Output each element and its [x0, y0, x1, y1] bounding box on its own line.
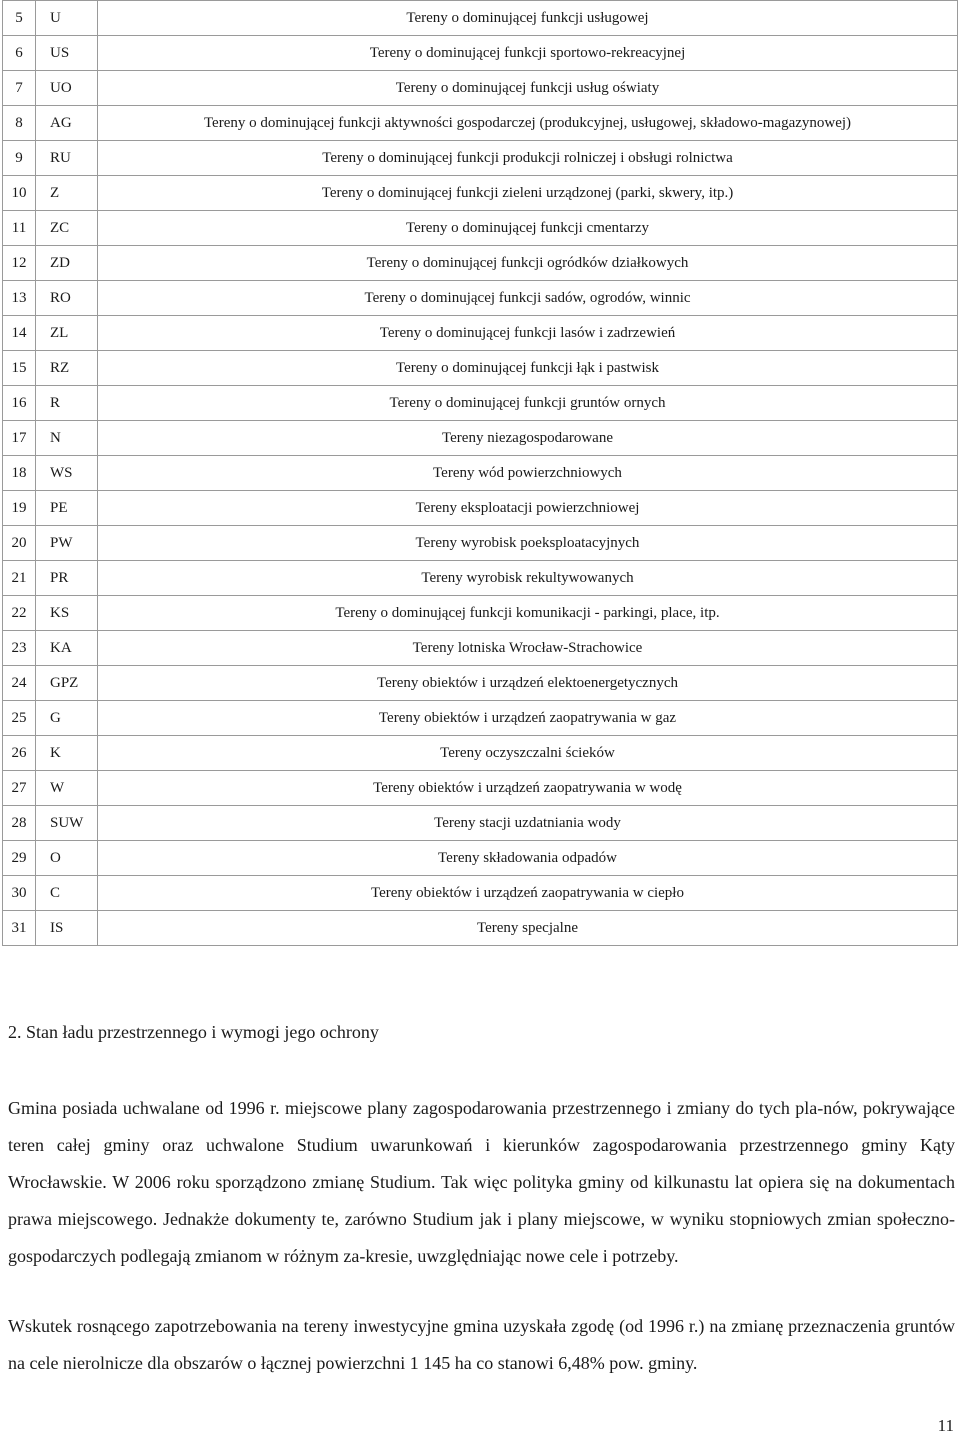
row-code-cell: KA [36, 631, 98, 666]
row-number-cell: 25 [3, 701, 36, 736]
row-code-cell: O [36, 841, 98, 876]
row-number-cell: 11 [3, 211, 36, 246]
row-number-cell: 13 [3, 281, 36, 316]
row-code-cell: K [36, 736, 98, 771]
row-number-cell: 6 [3, 36, 36, 71]
row-code-cell: C [36, 876, 98, 911]
row-number-cell: 27 [3, 771, 36, 806]
row-description-cell: Tereny o dominującej funkcji komunikacji - parkingi, place, itp. [98, 596, 958, 631]
row-number-cell: 10 [3, 176, 36, 211]
row-number-cell: 19 [3, 491, 36, 526]
row-description-cell: Tereny eksploatacji powierzchniowej [98, 491, 958, 526]
table-row [3, 386, 958, 421]
table-row [3, 701, 958, 736]
row-description-cell: Tereny o dominującej funkcji zieleni urządzonej (parki, skwery, itp.) [98, 176, 958, 211]
table-row [3, 176, 958, 211]
table-row [3, 806, 958, 841]
row-code-cell: U [36, 1, 98, 36]
row-description-cell: Tereny o dominującej funkcji produkcji rolniczej i obsługi rolnictwa [98, 141, 958, 176]
row-description-cell: Tereny o dominującej funkcji gruntów ornych [98, 386, 958, 421]
section-heading: 2. Stan ładu przestrzennego i wymogi jego ochrony [8, 1022, 379, 1042]
table-row [3, 1, 958, 36]
row-code-cell: RU [36, 141, 98, 176]
row-description-cell: Tereny obiektów i urządzeń zaopatrywania w ciepło [98, 876, 958, 911]
row-number-cell: 9 [3, 141, 36, 176]
row-code-cell: G [36, 701, 98, 736]
row-description-cell: Tereny o dominującej funkcji ogródków działkowych [98, 246, 958, 281]
row-code-cell: IS [36, 911, 98, 946]
table-row [3, 631, 958, 666]
row-number-cell: 21 [3, 561, 36, 596]
row-code-cell: N [36, 421, 98, 456]
row-code-cell: Z [36, 176, 98, 211]
table-row [3, 351, 958, 386]
table-row [3, 36, 958, 71]
row-code-cell: KS [36, 596, 98, 631]
row-number-cell: 20 [3, 526, 36, 561]
row-number-cell: 28 [3, 806, 36, 841]
table-row [3, 456, 958, 491]
row-code-cell: RZ [36, 351, 98, 386]
table-row [3, 526, 958, 561]
table-row [3, 596, 958, 631]
table-row [3, 841, 958, 876]
row-number-cell: 23 [3, 631, 36, 666]
row-description-cell: Tereny wyrobisk rekultywowanych [98, 561, 958, 596]
row-number-cell: 30 [3, 876, 36, 911]
row-code-cell: ZL [36, 316, 98, 351]
row-description-cell: Tereny lotniska Wrocław-Strachowice [98, 631, 958, 666]
row-description-cell: Tereny o dominującej funkcji łąk i pastwisk [98, 351, 958, 386]
row-number-cell: 16 [3, 386, 36, 421]
table-row [3, 106, 958, 141]
row-code-cell: ZD [36, 246, 98, 281]
row-number-cell: 24 [3, 666, 36, 701]
row-number-cell: 17 [3, 421, 36, 456]
row-description-cell: Tereny o dominującej funkcji sportowo-rekreacyjnej [98, 36, 958, 71]
table-row [3, 421, 958, 456]
land-use-table-body [3, 1, 958, 946]
row-description-cell: Tereny stacji uzdatniania wody [98, 806, 958, 841]
row-code-cell: PE [36, 491, 98, 526]
row-code-cell: W [36, 771, 98, 806]
table-row [3, 911, 958, 946]
row-code-cell: US [36, 36, 98, 71]
row-description-cell: Tereny składowania odpadów [98, 841, 958, 876]
table-row [3, 141, 958, 176]
row-number-cell: 14 [3, 316, 36, 351]
row-description-cell: Tereny o dominującej funkcji aktywności gospodarczej (produkcyjnej, usługowej, składowo-magazynowej) [98, 106, 958, 141]
row-number-cell: 31 [3, 911, 36, 946]
table-row [3, 246, 958, 281]
row-description-cell: Tereny wyrobisk poeksploatacyjnych [98, 526, 958, 561]
row-code-cell: RO [36, 281, 98, 316]
row-number-cell: 22 [3, 596, 36, 631]
row-description-cell: Tereny wód powierzchniowych [98, 456, 958, 491]
row-description-cell: Tereny o dominującej funkcji usług oświaty [98, 71, 958, 106]
table-row [3, 316, 958, 351]
page-number: 11 [937, 1416, 954, 1435]
row-description-cell: Tereny o dominującej funkcji usługowej [98, 1, 958, 36]
row-number-cell: 12 [3, 246, 36, 281]
row-description-cell: Tereny oczyszczalni ścieków [98, 736, 958, 771]
table-row [3, 736, 958, 771]
table-row [3, 211, 958, 246]
row-description-cell: Tereny o dominującej funkcji lasów i zadrzewień [98, 316, 958, 351]
row-code-cell: GPZ [36, 666, 98, 701]
row-number-cell: 15 [3, 351, 36, 386]
paragraph-plans: Gmina posiada uchwalane od 1996 r. miejscowe plany zagospodarowania przestrzennego i zmiany do tych pla-nów, pokrywające teren całej gminy oraz uchwalone Studium uwarunkowań i kierunków zagospodarowania przestrzennego gminy Kąty Wrocławskie. W 2006 roku sporządzono zmianę Studium. Tak więc polityka gminy od kilkunastu lat opiera się na dokumentach prawa miejscowego. Jednakże dokumenty te, zarówno Studium jak i plany miejscowe, w wyniku stopniowych zmian społeczno-gospodarczych podlegają zmianom w różnym za-kresie, uwzględniając nowe cele i potrzeby. [8, 1098, 955, 1266]
table-row [3, 666, 958, 701]
row-description-cell: Tereny specjalne [98, 911, 958, 946]
row-description-cell: Tereny niezagospodarowane [98, 421, 958, 456]
row-code-cell: UO [36, 71, 98, 106]
table-row [3, 876, 958, 911]
row-code-cell: SUW [36, 806, 98, 841]
table-row [3, 71, 958, 106]
row-number-cell: 8 [3, 106, 36, 141]
table-row [3, 561, 958, 596]
row-number-cell: 18 [3, 456, 36, 491]
row-code-cell: PW [36, 526, 98, 561]
row-description-cell: Tereny obiektów i urządzeń zaopatrywania w gaz [98, 701, 958, 736]
row-code-cell: AG [36, 106, 98, 141]
row-description-cell: Tereny obiektów i urządzeń zaopatrywania w wodę [98, 771, 958, 806]
row-description-cell: Tereny o dominującej funkcji sadów, ogrodów, winnic [98, 281, 958, 316]
land-use-table [2, 0, 958, 946]
row-code-cell: PR [36, 561, 98, 596]
table-row [3, 771, 958, 806]
table-row [3, 491, 958, 526]
row-description-cell: Tereny obiektów i urządzeń elektoenergetycznych [98, 666, 958, 701]
row-number-cell: 29 [3, 841, 36, 876]
row-code-cell: WS [36, 456, 98, 491]
row-number-cell: 26 [3, 736, 36, 771]
paragraph-land-conversion: Wskutek rosnącego zapotrzebowania na tereny inwestycyjne gmina uzyskała zgodę (od 1996 r.) na zmianę przeznaczenia gruntów na cele nierolnicze dla obszarów o łącznej powierzchni 1 145 ha co stanowi 6,48% pow. gminy. [8, 1316, 955, 1373]
row-number-cell: 5 [3, 1, 36, 36]
row-code-cell: R [36, 386, 98, 421]
row-description-cell: Tereny o dominującej funkcji cmentarzy [98, 211, 958, 246]
row-number-cell: 7 [3, 71, 36, 106]
row-code-cell: ZC [36, 211, 98, 246]
table-row [3, 281, 958, 316]
